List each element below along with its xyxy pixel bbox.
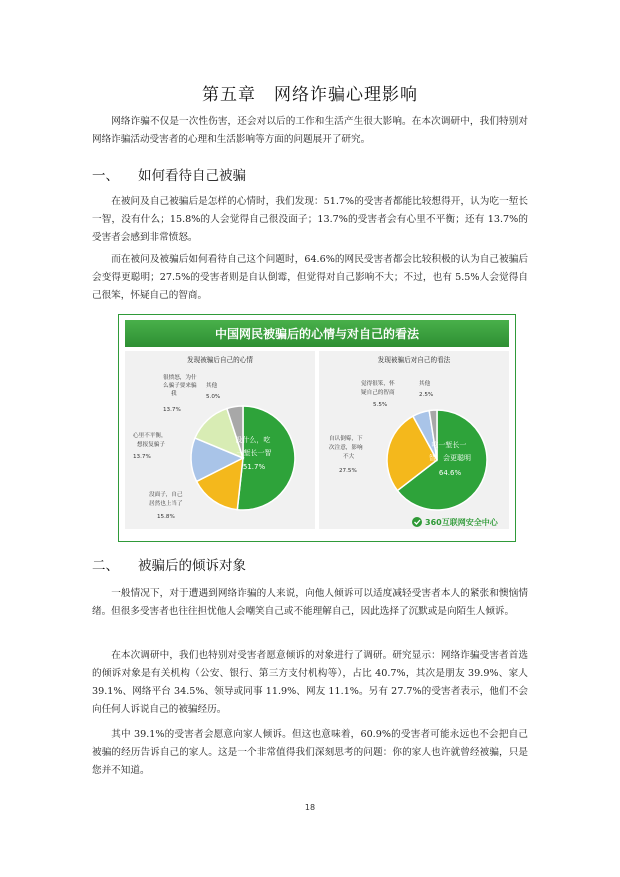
chart-banner-title: 中国网民被骗后的心情与对自己的看法 (214, 327, 420, 341)
right-value-unlucky: 27.5% (339, 468, 357, 474)
chart-figure (118, 314, 516, 542)
right-label-smarter: 吃一堑长一 智，会更聪明 (429, 441, 471, 462)
section-1-title: 如何看待自己被骗 (138, 168, 246, 184)
left-label-face: 没面子，自己 居然也上当了 (149, 492, 183, 507)
section-2-paragraph-3: 其中 39.1%的受害者会愿意向家人倾诉。但这也意味着，60.9%的受害者可能永远也不会把自己被骗的经历告诉自己的家人。这是一个非常值得我们深刻思考的问题：你的家人也许就曾经被骗，只是您并不知道。 (92, 729, 528, 776)
left-value-unbalanced: 13.7% (133, 454, 151, 460)
logo-icon (412, 517, 422, 527)
left-label-other: 其他 (206, 383, 218, 389)
page-number: 18 (304, 803, 316, 812)
section-2-paragraph-1: 一般情况下，对于遭遇到网络诈骗的人来说，向他人倾诉可以适度减轻受害者本人的紧张和懊恼情绪。但很多受害者也往往担忧他人会嘲笑自己或不能理解自己，因此选择了沉默或是向陌生人倾诉。 (92, 588, 528, 617)
chart-left-subtitle: 发现被骗后自己的心情 (187, 356, 253, 364)
intro-paragraph: 网络诈骗不仅是一次性伤害，还会对以后的工作和生活产生很大影响。在本次调研中，我们特别对网络诈骗活动受害者的心理和生活影响等方面的问题展开了研究。 (92, 116, 528, 145)
right-value-other: 2.5% (419, 392, 434, 398)
left-label-angry: 很愤怒，为什 么骗子要来骗 我 (163, 375, 197, 397)
right-label-stupid: 觉得很笨，怀 疑自己的智商 (361, 381, 395, 396)
section-1-paragraph-1: 在被问及自己被骗后是怎样的心情时，我们发现：51.7%的受害者都能比较想得开，认为吃一堑长一智，没有什么；15.8%的人会觉得自己很没面子；13.7%的受害者会有心里不平衡；还有 13.7%的受害者会感到非常愤怒。 (92, 196, 528, 243)
section-2-title: 被骗后的倾诉对象 (138, 558, 246, 574)
logo (412, 517, 499, 527)
section-2-paragraph-2: 在本次调研中，我们也特别对受害者愿意倾诉的对象进行了调研。研究显示：网络诈骗受害者首选的倾诉对象是有关机构（公安、银行、第三方支付机构等），占比 40.7%，其次是朋友 39.9%、家人 39.1%、网络平台 34.5%、领导或同事 11.9%、网友 11.1%。另有 27.7%的受害者表示，他们不会向任何人诉说自己的被骗经历。 (92, 650, 528, 715)
left-value-other: 5.0% (206, 394, 221, 400)
left-value-fine: 51.7% (242, 463, 266, 471)
section-2-number: 二、 (92, 558, 119, 574)
section-1-heading (92, 164, 246, 184)
section-2-heading (92, 554, 246, 574)
left-label-fine: 没什么，吃 一堑长一智 (235, 436, 272, 457)
right-value-stupid: 5.5% (373, 402, 388, 408)
right-label-other: 其他 (419, 381, 431, 387)
left-value-face: 15.8% (157, 514, 175, 520)
chart-svg (119, 315, 515, 541)
chart-right-subtitle: 发现被骗后对自己的看法 (377, 356, 451, 364)
chapter-title: 第五章 网络诈骗心理影响 (202, 85, 418, 105)
left-value-angry: 13.7% (163, 407, 181, 413)
right-label-unlucky: 自认倒霉，下 次注意，影响 不大 (329, 436, 363, 460)
right-value-smarter: 64.6% (438, 469, 462, 477)
section-1-number: 一、 (92, 168, 119, 184)
logo-text: 360互联网安全中心 (425, 518, 498, 527)
left-label-unbalanced: 心里不平衡， 想报复骗子 (133, 433, 167, 448)
section-1-paragraph-2: 而在被问及被骗后如何看待自己这个问题时，64.6%的网民受害者都会比较积极的认为自己被骗后会变得更聪明；27.5%的受害者则是自认倒霉，但觉得对自己影响不大；不过，也有 5.5%人会觉得自己很笨，怀疑自己的智商。 (92, 254, 528, 301)
pie-left (191, 406, 295, 510)
